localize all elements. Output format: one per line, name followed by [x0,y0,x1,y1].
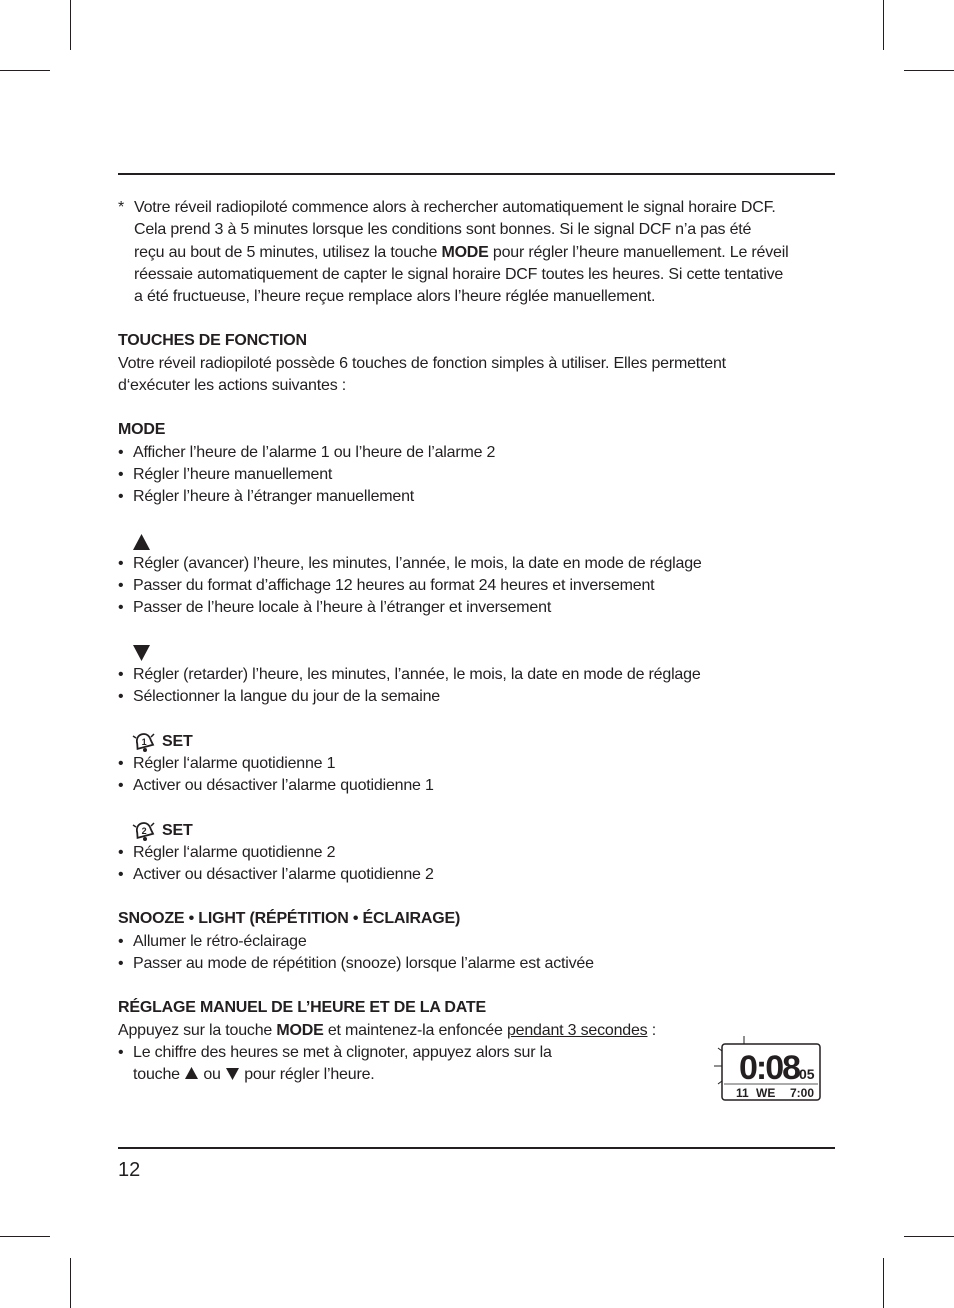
svg-text:2: 2 [141,825,147,836]
crop-mark [883,0,884,50]
set-label: SET [162,821,193,839]
list-item: • Activer ou désactiver l’alarme quotidienne 1 [118,777,434,795]
section-title-manual: RÉGLAGE MANUEL DE L’HEURE ET DE LA DATE [118,999,486,1017]
clock-alarm-time: 7:00 [790,1086,815,1100]
intro-line: reçu au bout de 5 minutes, utilisez la touche MODE pour régler l’heure manuellement. Le réveil [134,243,789,261]
crop-mark [883,1258,884,1308]
page-content [118,197,835,1087]
list-item: • Régler (retarder) l’heure, les minutes, l’année, le mois, la date en mode de réglage [118,666,701,684]
intro-line: Cela prend 3 à 5 minutes lorsque les conditions sont bonnes. Si le signal DCF n’a pas été [134,221,752,239]
section-title-touches: TOUCHES DE FONCTION [118,332,307,350]
list-item: • Régler l‘alarme quotidienne 1 [118,754,336,772]
list-item: • Afficher l’heure de l’alarme 1 ou l’heure de l’alarme 2 [118,443,496,461]
list-item: • Passer de l’heure locale à l’heure à l’étranger et inversement [118,599,552,617]
list-item: • Régler l’heure à l’étranger manuellement [118,488,415,506]
intro-line: Votre réveil radiopiloté commence alors à rechercher automatiquement le signal horaire DCF. [134,199,776,216]
alarm-bell-1-icon [132,731,156,753]
asterisk: * [118,199,125,216]
crop-mark [904,70,954,71]
page-number: 12 [118,1159,141,1181]
list-item: • Passer au mode de répétition (snooze) lorsque l’alarme est activée [118,955,594,973]
up-key-heading [118,531,835,553]
intro-line: réessaie automatiquement de capter le signal horaire DCF toutes les heures. Si cette tentative [134,265,784,283]
clock-weekday: WE [756,1086,776,1100]
clock-time: 0:08 [739,1049,800,1087]
crop-mark [70,0,71,50]
list-item: • Régler l‘alarme quotidienne 2 [118,843,336,861]
triangle-down-icon [225,1067,240,1081]
section-title-snooze: SNOOZE • LIGHT (RÉPÉTITION • ÉCLAIRAGE) [118,910,461,928]
alarm2-key-heading [118,820,835,842]
crop-mark [70,1258,71,1308]
list-item: • Régler (avancer) l’heure, les minutes, l’année, le mois, la date en mode de réglage [118,554,702,572]
clock-seconds: 05 [799,1066,815,1082]
svg-text:1: 1 [141,736,147,747]
triangle-up-icon [184,1066,199,1080]
down-key-heading [118,642,835,664]
intro-note [118,197,835,308]
crop-mark [904,1236,954,1237]
list-item: • Régler l’heure manuellement [118,465,333,483]
section-title-mode: MODE [118,421,166,439]
duration-underlined: pendant 3 secondes [506,1021,648,1039]
list-item: • Passer du format d’affichage 12 heures au format 24 heures et inversement [118,577,655,595]
mode-keyword: MODE [441,243,489,261]
list-item: • Sélectionner la langue du jour de la semaine [118,688,440,706]
list-item: • Activer ou désactiver l’alarme quotidienne 2 [118,866,434,884]
manual-line: Appuyez sur la touche MODE et maintenez-la enfoncée pendant 3 secondes : [118,1021,656,1039]
alarm1-key-heading [118,731,835,753]
touches-line: Votre réveil radiopiloté possède 6 touches de fonction simples à utiliser. Elles permettent [118,354,726,372]
footer-rule [118,1147,835,1149]
header-rule [118,173,835,175]
set-label: SET [162,732,193,750]
intro-line: a été fructueuse, l’heure reçue remplace alors l’heure réglée manuellement. [134,288,656,306]
crop-mark [0,1236,50,1237]
touches-line: d‘exécuter les actions suivantes : [118,377,346,395]
crop-mark [0,70,50,71]
mode-keyword: MODE [276,1021,324,1039]
alarm-bell-2-icon [132,820,156,842]
clock-date: 11 [736,1086,749,1100]
list-item: • Le chiffre des heures se met à clignoter, appuyez alors sur la touche ou pour régler l’heure. [118,1043,552,1084]
triangle-up-icon [132,533,151,551]
clock-display-illustration [712,1036,824,1104]
triangle-down-icon [132,644,151,662]
list-item: • Allumer le rétro-éclairage [118,932,307,950]
